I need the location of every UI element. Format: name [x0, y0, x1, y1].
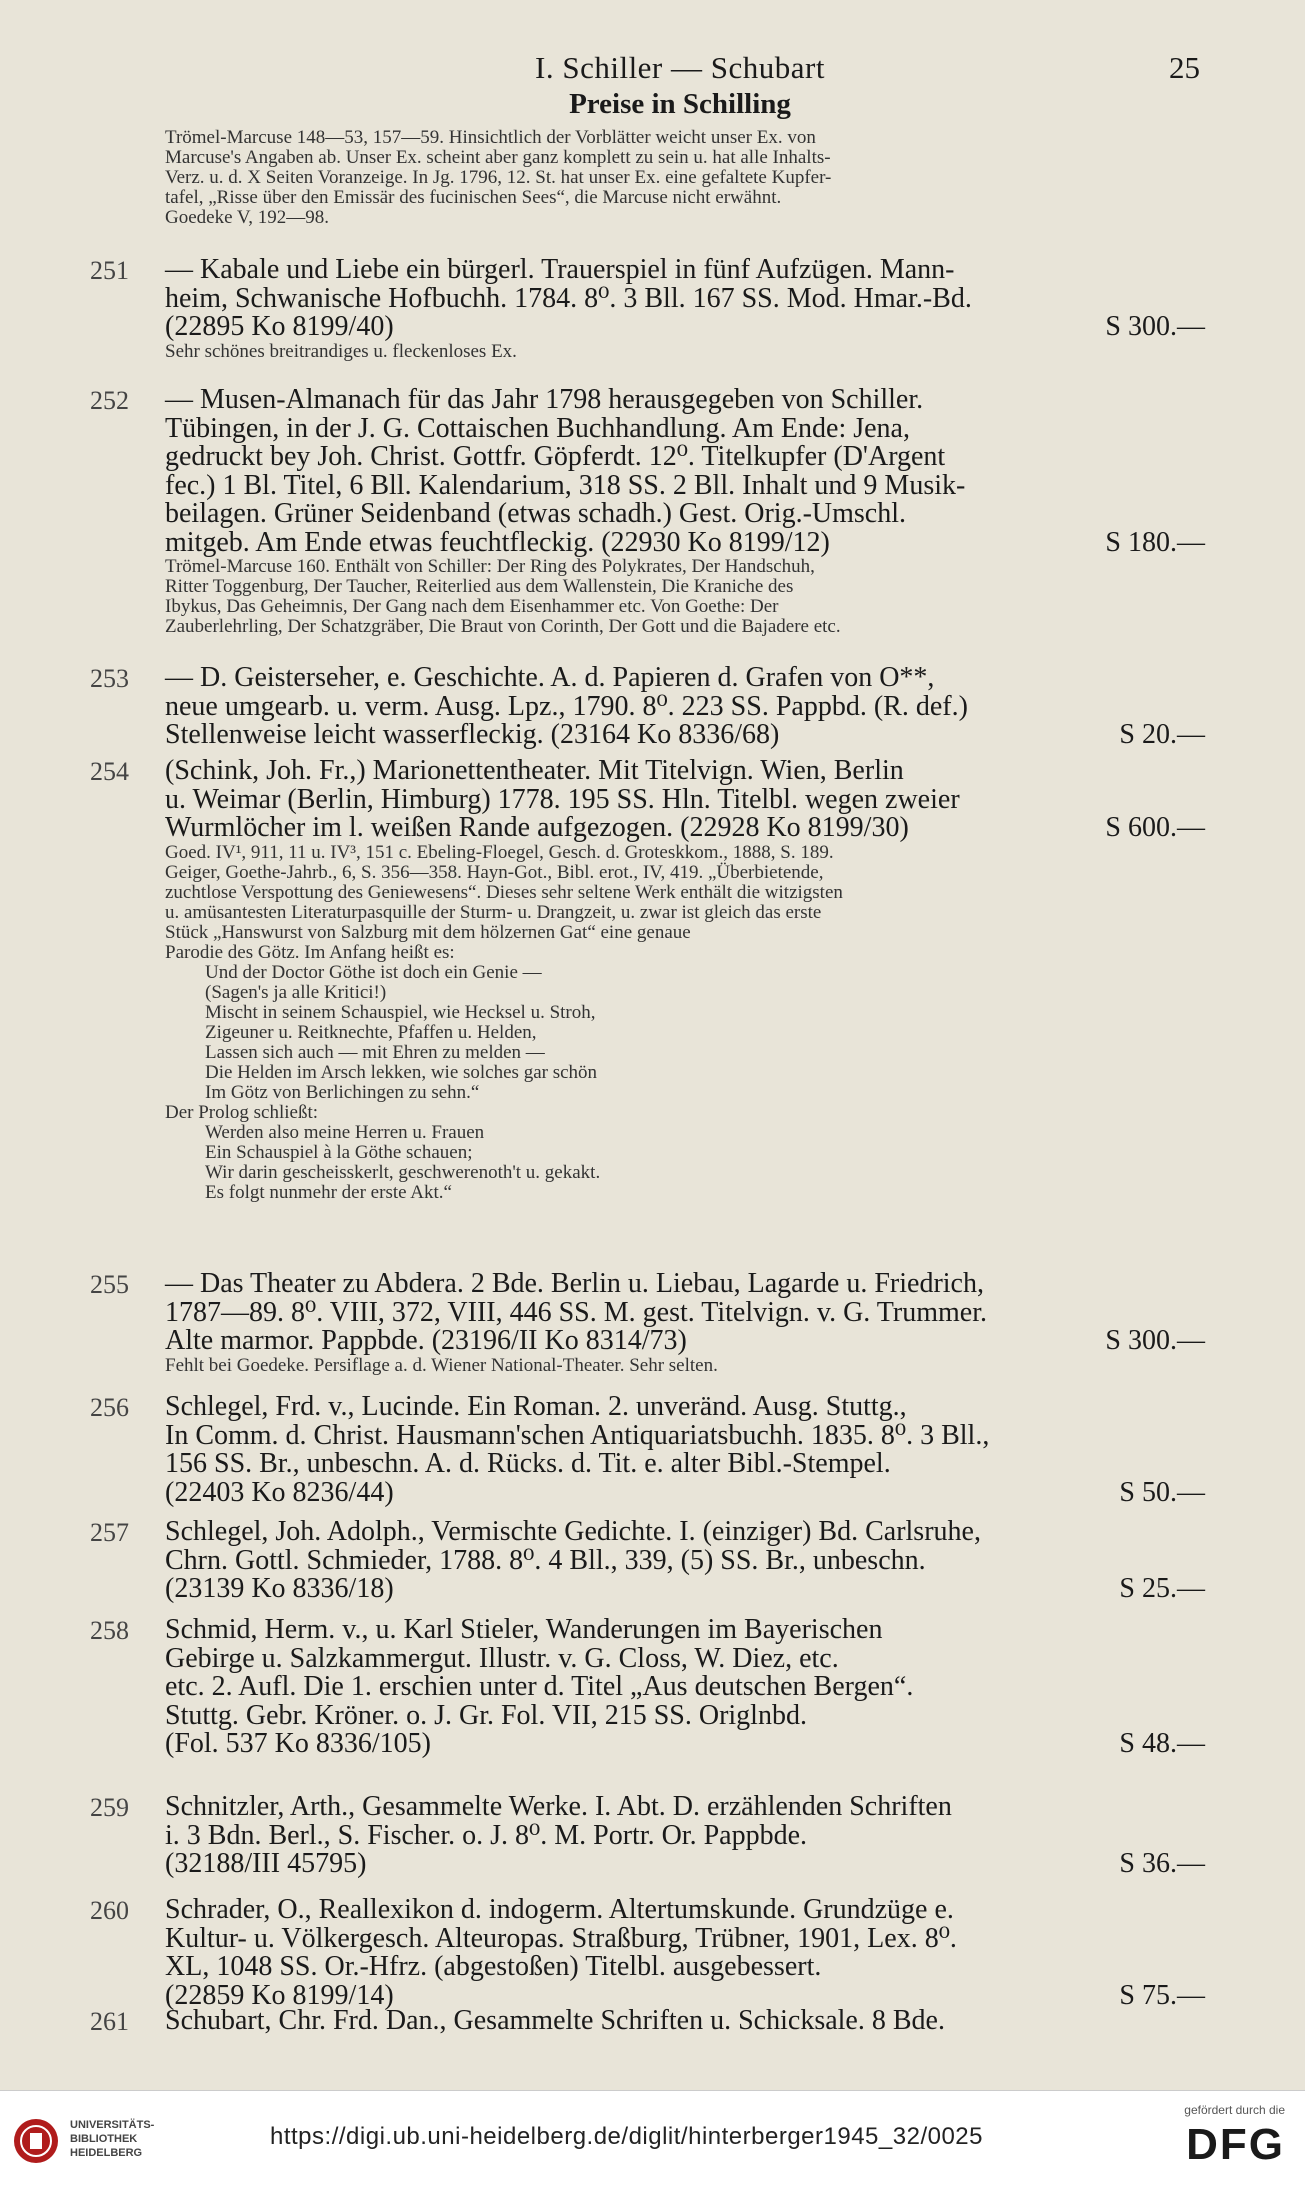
- note-line: Goedeke V, 192—98.: [165, 207, 329, 228]
- entry-line-text: Wurmlöcher im l. weißen Rande aufgezogen. (22928 Ko 8199/30): [165, 812, 909, 843]
- header-title: I. Schiller — Schubart: [535, 50, 825, 85]
- catalog-entry: [90, 1616, 1205, 1759]
- catalog-entry: [90, 2007, 1205, 2036]
- entry-number: 257: [90, 1518, 129, 1547]
- entry-line: beilagen. Grüner Seidenband (etwas schadh.) Gest. Orig.-Umschl.: [165, 498, 907, 529]
- university-library-logo[interactable]: [12, 2111, 172, 2171]
- entry-text: [165, 256, 1205, 342]
- catalog-entry: [90, 1270, 1205, 1376]
- intro-note: [90, 128, 1205, 228]
- poem-line: Ein Schauspiel à la Göthe schauen;: [205, 1141, 473, 1163]
- catalog-entry: [90, 386, 1205, 637]
- note-line: Ritter Toggenburg, Der Taucher, Reiterlied aus dem Wallenstein, Die Kraniche des: [165, 576, 794, 597]
- entry-line-text: (22403 Ko 8236/44): [165, 1476, 394, 1508]
- entry-line-text: (Fol. 537 Ko 8336/105): [165, 1728, 431, 1759]
- entry-text: [165, 757, 1205, 843]
- entry-price: S 25.—: [1119, 1573, 1205, 1604]
- entry-line: In Comm. d. Christ. Hausmann'schen Antiquariatsbuchh. 1835. 8⁰. 3 Bll.,: [165, 1419, 990, 1451]
- poem-line: Lassen sich auch — mit Ehren zu melden —: [205, 1041, 545, 1063]
- dfg-logo[interactable]: [1135, 2103, 1285, 2167]
- entry-text: [165, 1270, 1205, 1356]
- entry-line: Kultur- u. Völkergesch. Alteuropas. Straßburg, Trübner, 1901, Lex. 8⁰.: [165, 1922, 957, 1954]
- note-line: Marcuse's Angaben ab. Unser Ex. scheint aber ganz komplett zu sein u. hat alle Inhalts-: [165, 147, 831, 168]
- poem-line: Werden also meine Herren u. Frauen: [205, 1121, 485, 1143]
- entry-line: Schubart, Chr. Frd. Dan., Gesammelte Schriften u. Schicksale. 8 Bde.: [165, 2005, 945, 2036]
- entry-line: — D. Geisterseher, e. Geschichte. A. d. Papieren d. Grafen von O**,: [165, 662, 935, 693]
- entry-price: S 50.—: [1119, 1476, 1205, 1508]
- entry-line-text: Alte marmor. Pappbde. (23196/II Ko 8314/73): [165, 1325, 687, 1356]
- entry-line: — Musen-Almanach für das Jahr 1798 herausgegeben von Schiller.: [165, 384, 924, 415]
- catalog-entry: [90, 1393, 1205, 1507]
- catalog-entry: [90, 757, 1205, 1203]
- entry-note: [165, 843, 1205, 1203]
- document-url-link[interactable]: https://digi.ub.uni-heidelberg.de/diglit/hinterberger1945_32/0025: [270, 2123, 983, 2150]
- note-line: Trömel-Marcuse 160. Enthält von Schiller: Der Ring des Polykrates, Der Handschuh,: [165, 556, 815, 577]
- note-line: Verz. u. d. X Seiten Voranzeige. In Jg. 1796, 12. St. hat unser Ex. eine gefaltete Kupfer-: [165, 167, 832, 188]
- entry-number: 253: [90, 664, 129, 693]
- library-line-1: UNIVERSITÄTS-: [70, 2119, 155, 2131]
- entry-price: S 75.—: [1119, 1979, 1205, 2011]
- note-line: Ibykus, Das Geheimnis, Der Gang nach dem Eisenhammer etc. Von Goethe: Der: [165, 596, 779, 617]
- catalog-entry: [90, 1896, 1205, 2010]
- note-line: Sehr schönes breitrandiges u. fleckenloses Ex.: [165, 340, 517, 362]
- entry-line: Schrader, O., Reallexikon d. indogerm. Altertumskunde. Grundzüge e.: [165, 1894, 954, 1925]
- entry-line-last: [165, 313, 1205, 342]
- note-line: zuchtlose Verspottung des Geniewesens“. Dieses sehr seltene Werk enthält die witzigsten: [165, 881, 843, 903]
- poem-line: Zigeuner u. Reitknechte, Pfaffen u. Helden,: [205, 1021, 537, 1043]
- entry-price: S 36.—: [1119, 1848, 1205, 1879]
- entry-line: Chrn. Gottl. Schmieder, 1788. 8⁰. 4 Bll., 339, (5) SS. Br., unbeschn.: [165, 1544, 926, 1576]
- poem-quote: [165, 1123, 1205, 1203]
- poem-line: Und der Doctor Göthe ist doch ein Genie —: [205, 961, 542, 983]
- entry-line: Schnitzler, Arth., Gesammelte Werke. I. Abt. D. erzählenden Schriften: [165, 1791, 952, 1822]
- entry-line: Gebirge u. Salzkammergut. Illustr. v. G. Closs, W. Diez, etc.: [165, 1642, 839, 1674]
- entry-line: 156 SS. Br., unbeschn. A. d. Rücks. d. Tit. e. alter Bibl.-Stempel.: [165, 1448, 891, 1479]
- note-line: tafel, „Risse über den Emissär des fucinischen Sees“, die Marcuse nicht erwähnt.: [165, 187, 782, 208]
- dfg-label: DFG: [1186, 2120, 1285, 2169]
- entry-text: [165, 1896, 1205, 2010]
- entry-line: (Schink, Joh. Fr.,) Marionettentheater. Mit Titelvign. Wien, Berlin: [165, 755, 904, 786]
- entry-text: [165, 1393, 1205, 1507]
- entry-line-text: (22895 Ko 8199/40): [165, 311, 394, 342]
- entry-price: S 300.—: [1105, 1325, 1205, 1356]
- entry-line: Schlegel, Frd. v., Lucinde. Ein Roman. 2. unveränd. Ausg. Stuttg.,: [165, 1391, 907, 1422]
- note-line: Parodie des Götz. Im Anfang heißt es:: [165, 941, 455, 963]
- entry-line: neue umgearb. u. verm. Ausg. Lpz., 1790. 8⁰. 223 SS. Pappbd. (R. def.): [165, 690, 968, 722]
- entry-number: 260: [90, 1896, 129, 1925]
- entry-price: S 180.—: [1105, 526, 1205, 558]
- entry-number: 259: [90, 1793, 129, 1822]
- entry-line-text: (32188/III 45795): [165, 1848, 367, 1879]
- entry-line: XL, 1048 SS. Or.-Hfrz. (abgestoßen) Titelbl. ausgebessert.: [165, 1951, 822, 1982]
- note-line: Stück „Hanswurst von Salzburg mit dem hölzernen Gat“ eine genaue: [165, 921, 691, 943]
- running-header: [160, 50, 1200, 90]
- entry-text: [165, 1518, 1205, 1604]
- entry-text: [165, 1616, 1205, 1759]
- poem-line: Wir darin gescheisskerlt, geschwerenoth't u. gekakt.: [205, 1161, 601, 1183]
- entry-number: 256: [90, 1393, 129, 1422]
- entry-line: etc. 2. Aufl. Die 1. erschien unter d. Titel „Aus deutschen Bergen“.: [165, 1671, 914, 1702]
- note-line: Zauberlehrling, Der Schatzgräber, Die Braut von Corinth, Der Gott und die Bajadere etc.: [165, 616, 841, 637]
- entry-line: Schmid, Herm. v., u. Karl Stieler, Wanderungen im Bayerischen: [165, 1614, 883, 1645]
- entry-price: S 300.—: [1105, 311, 1205, 342]
- entry-line-last: [165, 721, 1205, 750]
- entry-line-text: mitgeb. Am Ende etwas feuchtfleckig. (22930 Ko 8199/12): [165, 526, 830, 558]
- entry-number: 252: [90, 386, 129, 415]
- entry-text: [165, 664, 1205, 750]
- entry-text: [165, 386, 1205, 557]
- header-subtitle: Preise in Schilling: [569, 88, 791, 120]
- entry-line: gedruckt bey Joh. Christ. Gottfr. Göpferdt. 12⁰. Titelkupfer (D'Argent: [165, 441, 946, 472]
- entry-line-text: (23139 Ko 8336/18): [165, 1573, 394, 1604]
- entry-line: fec.) 1 Bl. Titel, 6 Bll. Kalendarium, 318 SS. 2 Bll. Inhalt und 9 Musik-: [165, 469, 966, 501]
- entry-line-last: [165, 1850, 1205, 1879]
- entry-note: [165, 342, 1205, 362]
- poem-line: Die Helden im Arsch lekken, wie solches gar schön: [205, 1061, 598, 1083]
- entry-line-last: [165, 526, 1205, 558]
- poem-line: (Sagen's ja alle Kritici!): [205, 981, 387, 1003]
- entry-text: [165, 1793, 1205, 1879]
- note-line: u. amüsantesten Literaturpasquille der Sturm- u. Drangzeit, u. zwar ist gleich das erste: [165, 901, 822, 923]
- entry-line: — Kabale und Liebe ein bürgerl. Trauerspiel in fünf Aufzügen. Mann-: [165, 254, 955, 285]
- funding-text: gefördert durch die: [1184, 2103, 1285, 2117]
- poem-quote: [165, 963, 1205, 1103]
- note-block: [165, 128, 1205, 228]
- entry-line-last: [165, 1476, 1205, 1508]
- poem-line: Es folgt nunmehr der erste Akt.“: [205, 1181, 452, 1203]
- library-seal-icon: [12, 2117, 60, 2165]
- catalog-entry: [90, 256, 1205, 362]
- entry-line-text: Stellenweise leicht wasserfleckig. (23164 Ko 8336/68): [165, 719, 780, 750]
- entry-line: heim, Schwanische Hofbuchh. 1784. 8⁰. 3 Bll. 167 SS. Mod. Hmar.-Bd.: [165, 282, 972, 314]
- entry-line: Stuttg. Gebr. Kröner. o. J. Gr. Fol. VII, 215 SS. Origlnbd.: [165, 1699, 807, 1731]
- entry-note: [165, 557, 1205, 637]
- note-line: Goed. IV¹, 911, 11 u. IV³, 151 c. Ebeling-Floegel, Gesch. d. Groteskkom., 1888, S. 189.: [165, 841, 834, 863]
- entry-line-last: [165, 1575, 1205, 1604]
- poem-line: Im Götz von Berlichingen zu sehn.“: [205, 1081, 480, 1103]
- entry-text: [165, 2007, 1205, 2036]
- entry-line-last: [165, 1730, 1205, 1759]
- entry-number: 258: [90, 1616, 129, 1645]
- catalog-entry: [90, 1793, 1205, 1879]
- entry-line: — Das Theater zu Abdera. 2 Bde. Berlin u. Liebau, Lagarde u. Friedrich,: [165, 1268, 984, 1299]
- entry-line-last: [165, 814, 1205, 843]
- footer-bar: [0, 2090, 1305, 2192]
- note-line: Geiger, Goethe-Jahrb., 6, S. 356—358. Hayn-Got., Bibl. erot., IV, 419. „Überbietende,: [165, 861, 824, 883]
- entry-number: 261: [90, 2007, 129, 2036]
- entry-line: u. Weimar (Berlin, Himburg) 1778. 195 SS. Hln. Titelbl. wegen zweier: [165, 783, 960, 815]
- note-line: Der Prolog schließt:: [165, 1101, 319, 1123]
- entry-price: S 48.—: [1119, 1728, 1205, 1759]
- entry-number: 255: [90, 1270, 129, 1299]
- entry-line: Tübingen, in der J. G. Cottaischen Buchhandlung. Am Ende: Jena,: [165, 412, 910, 444]
- entry-line: i. 3 Bdn. Berl., S. Fischer. o. J. 8⁰. M. Portr. Or. Pappbde.: [165, 1819, 808, 1851]
- note-line: Trömel-Marcuse 148—53, 157—59. Hinsichtlich der Vorblätter weicht unser Ex. von: [165, 127, 816, 148]
- entry-line-text: (22859 Ko 8199/14): [165, 1979, 394, 2011]
- entry-line-last: [165, 1327, 1205, 1356]
- entry-price: S 600.—: [1105, 812, 1205, 843]
- catalog-entry: [90, 1518, 1205, 1604]
- page-number: 25: [1169, 50, 1200, 85]
- entry-number: 254: [90, 757, 129, 786]
- catalog-entry: [90, 664, 1205, 750]
- poem-line: Mischt in seinem Schauspiel, wie Hecksel u. Stroh,: [205, 1001, 596, 1023]
- entry-note: [165, 1356, 1205, 1376]
- entry-line: Schlegel, Joh. Adolph., Vermischte Gedichte. I. (einziger) Bd. Carlsruhe,: [165, 1516, 981, 1547]
- note-line: Fehlt bei Goedeke. Persiflage a. d. Wiener National-Theater. Sehr selten.: [165, 1354, 718, 1376]
- library-line-2: BIBLIOTHEK: [70, 2132, 138, 2145]
- library-line-3: HEIDELBERG: [70, 2146, 143, 2159]
- entry-price: S 20.—: [1119, 719, 1205, 750]
- entry-number: 251: [90, 256, 129, 285]
- entry-line: 1787—89. 8⁰. VIII, 372, VIII, 446 SS. M. gest. Titelvign. v. G. Trummer.: [165, 1296, 988, 1328]
